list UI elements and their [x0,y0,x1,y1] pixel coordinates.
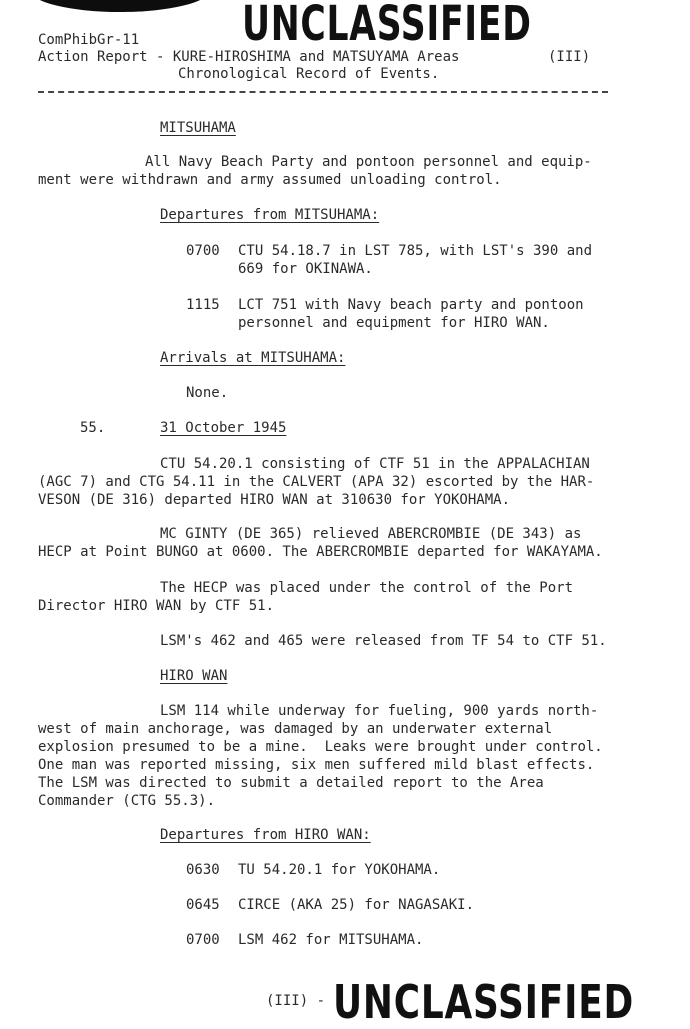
departure-text: CTU 54.18.7 in LST 785, with LST's 390 and [238,243,593,259]
departure-text: LSM 462 for MITSUHAMA. [238,932,424,948]
paragraph-line: LSM 114 while underway for fueling, 900 yards north- [160,703,599,719]
departures-heading: Departures from HIRO WAN: [160,827,371,843]
header-part: (III) [548,49,591,65]
paragraph-line: All Navy Beach Party and pontoon personnel and equip- [145,154,592,170]
paragraph-line: (AGC 7) and CTG 54.11 in the CALVERT (APA 32) escorted by the HAR- [38,474,595,490]
arrivals-none: None. [186,385,229,401]
paragraph-line: Commander (CTG 55.3). [38,793,216,809]
paragraph-line: MC GINTY (DE 365) relieved ABERCROMBIE (DE 343) as [160,526,582,542]
paragraph-line: The HECP was placed under the control of the Port [160,580,574,596]
paragraph-line: VESON (DE 316) departed HIRO WAN at 310630 for YOKOHAMA. [38,492,511,508]
paragraph-line: One man was reported missing, six men suffered mild blast effects. [38,757,595,773]
section-heading-hiro-wan: HIRO WAN [160,668,228,684]
paragraph-line: The LSM was directed to submit a detailed report to the Area [38,775,544,791]
paragraph-line: explosion presumed to be a mine. Leaks were brought under control. [38,739,603,755]
departures-heading: Departures from MITSUHAMA: [160,207,380,223]
unclassified-stamp-top: UNCLASSIFIED [242,0,532,52]
departure-text: 669 for OKINAWA. [238,261,373,277]
header-subtitle: Chronological Record of Events. [178,66,440,82]
departure-time: 0700 [186,243,220,259]
paragraph-line: CTU 54.20.1 consisting of CTF 51 in the APPALACHIAN [160,456,590,472]
ink-blot [30,0,210,12]
unclassified-stamp-bottom: UNCLASSIFIED [333,975,635,1029]
departure-text: LCT 751 with Navy beach party and pontoon [238,297,584,313]
departure-time: 0630 [186,862,220,878]
departure-text: CIRCE (AKA 25) for NAGASAKI. [238,897,475,913]
entry-date: 31 October 1945 [160,420,287,436]
paragraph-line: LSM's 462 and 465 were released from TF 54 to CTF 51. [160,633,607,649]
paragraph-line: west of main anchorage, was damaged by an underwater external [38,721,553,737]
section-heading-mitsuhama: MITSUHAMA [160,120,236,136]
departure-time: 0645 [186,897,220,913]
departure-text: TU 54.20.1 for YOKOHAMA. [238,862,441,878]
departure-time: 1115 [186,297,220,313]
paragraph-line: HECP at Point BUNGO at 0600. The ABERCROMBIE departed for WAKAYAMA. [38,544,603,560]
footer-page-part: (III) - [266,993,326,1009]
header-title: Action Report - KURE-HIROSHIMA and MATSUYAMA Areas [38,49,460,65]
entry-number: 55. [80,420,106,436]
header-divider [38,91,608,93]
departure-time: 0700 [186,932,220,948]
paragraph-line: ment were withdrawn and army assumed unloading control. [38,172,502,188]
arrivals-heading: Arrivals at MITSUHAMA: [160,350,346,366]
paragraph-line: Director HIRO WAN by CTF 51. [38,598,275,614]
departure-text: personnel and equipment for HIRO WAN. [238,315,550,331]
header-unit: ComPhibGr-11 [38,32,140,48]
